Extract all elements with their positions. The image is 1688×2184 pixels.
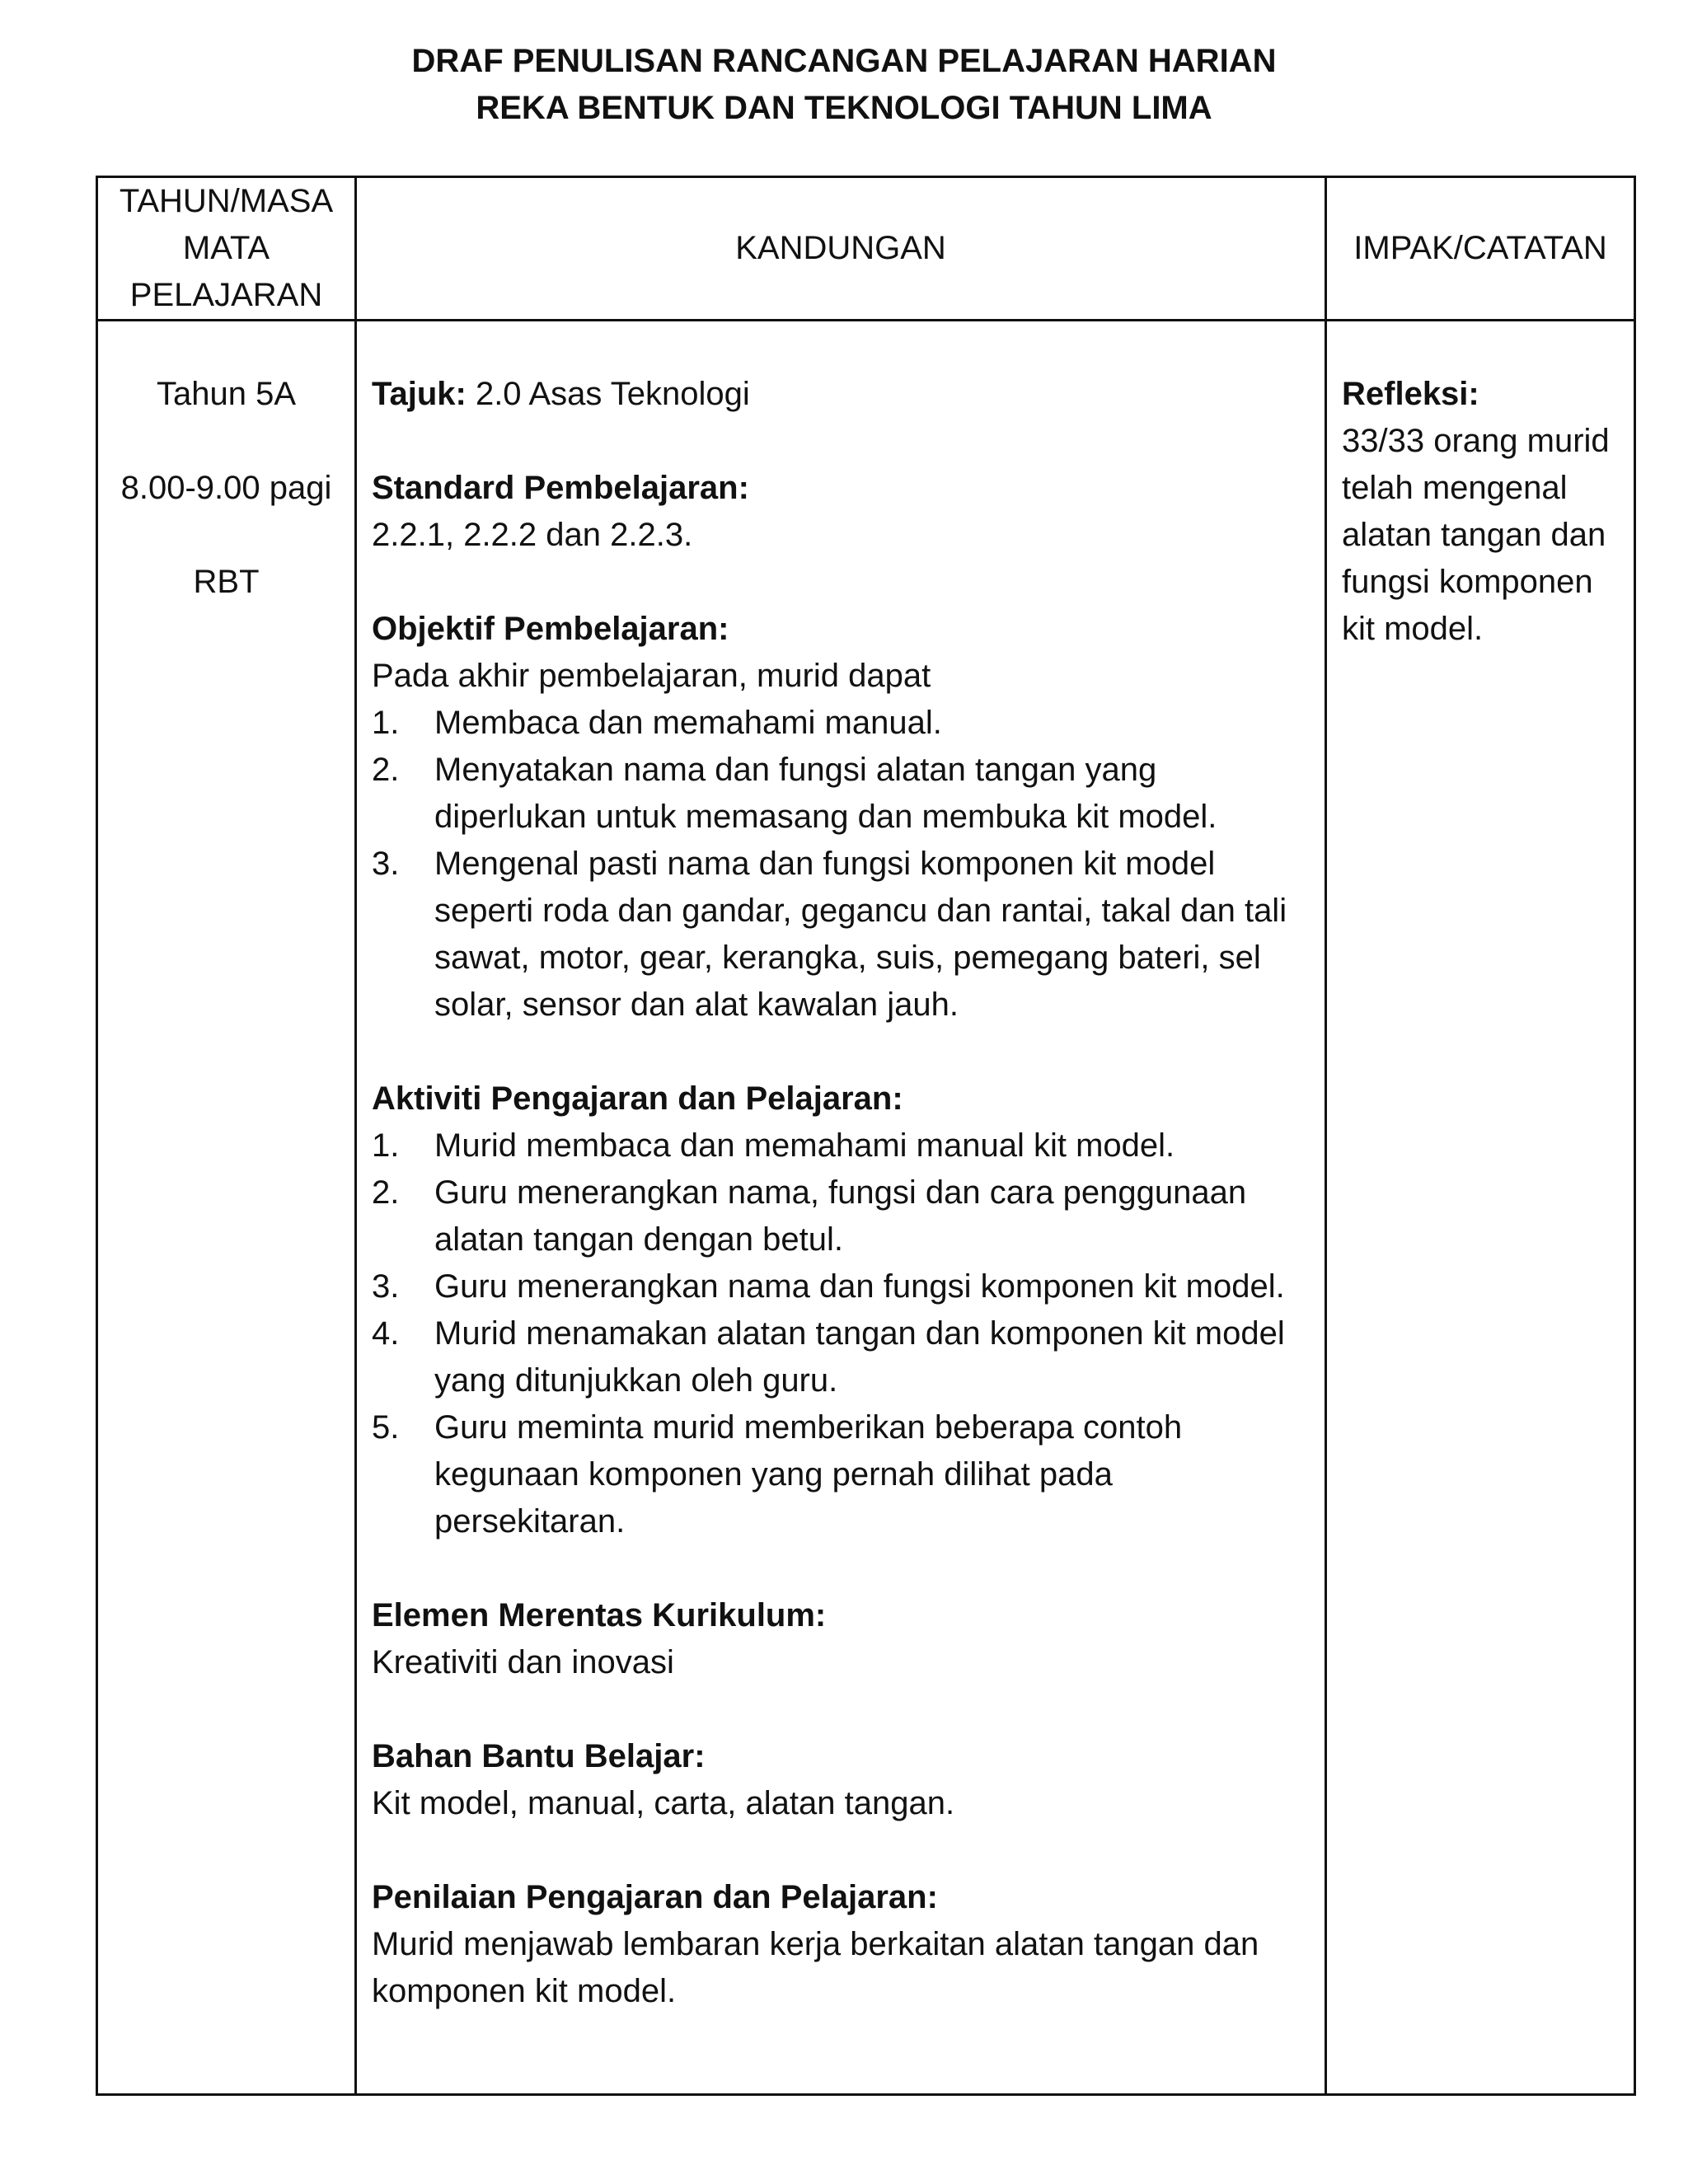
list-item-number: 3. — [372, 1268, 400, 1305]
list-item — [372, 841, 1311, 1029]
list-item — [372, 747, 1311, 841]
table-body-row — [97, 321, 1635, 2095]
standard-section — [372, 465, 1311, 559]
aktiviti-section — [372, 1076, 1311, 1545]
list-item-text: Guru meminta murid memberikan beberapa contoh kegunaan komponen yang pernah dilihat pada persekitaran. — [434, 1409, 1183, 1540]
impak-cell — [1326, 321, 1635, 2095]
objektif-intro: Pada akhir pembelajaran, murid dapat — [372, 658, 931, 694]
list-item-number: 3. — [372, 846, 400, 882]
header-kandungan — [356, 177, 1326, 321]
subject-label: RBT — [193, 564, 260, 600]
list-item-text: Menyatakan nama dan fungsi alatan tangan yang diperlukan untuk memasang dan membuka kit model. — [434, 752, 1217, 835]
list-item-number: 2. — [372, 752, 400, 788]
header-impak-catatan-label: IMPAK/CATATAN — [1353, 230, 1607, 266]
objektif-section — [372, 606, 1311, 1029]
bbb-label: Bahan Bantu Belajar: — [372, 1738, 706, 1774]
objektif-list — [372, 700, 1311, 1029]
list-item-text: Guru menerangkan nama, fungsi dan cara penggunaan alatan tangan dengan betul. — [434, 1174, 1247, 1258]
list-item-text: Murid membaca dan memahami manual kit model. — [434, 1127, 1175, 1164]
list-item — [372, 1122, 1311, 1169]
tajuk-section — [372, 371, 1311, 418]
tajuk-label: Tajuk: — [372, 376, 467, 412]
standard-value: 2.2.1, 2.2.2 dan 2.2.3. — [372, 517, 693, 553]
list-item-number: 1. — [372, 1127, 400, 1164]
penilaian-value: Murid menjawab lembaran kerja berkaitan alatan tangan dan komponen kit model. — [372, 1926, 1259, 2009]
emk-label: Elemen Merentas Kurikulum: — [372, 1597, 827, 1633]
list-item — [372, 1263, 1311, 1310]
list-item-number: 2. — [372, 1174, 400, 1211]
list-item — [372, 1169, 1311, 1263]
header-impak-catatan — [1326, 177, 1635, 321]
list-item-text: Murid menamakan alatan tangan dan komponen kit model yang ditunjukkan oleh guru. — [434, 1315, 1285, 1399]
kandungan-cell — [356, 321, 1326, 2095]
aktiviti-label: Aktiviti Pengajaran dan Pelajaran: — [372, 1080, 903, 1117]
refleksi-text: 33/33 orang murid telah mengenal alatan tangan dan fungsi komponen kit model. — [1342, 423, 1610, 647]
header-kandungan-label: KANDUNGAN — [735, 230, 946, 266]
list-item — [372, 1404, 1311, 1545]
aktiviti-list — [372, 1122, 1311, 1545]
list-item — [372, 700, 1311, 747]
list-item-text: Membaca dan memahami manual. — [434, 705, 942, 741]
class-label: Tahun 5A — [156, 376, 297, 412]
list-item-number: 1. — [372, 705, 400, 741]
bbb-section — [372, 1733, 1311, 1827]
header-tahun-masa — [97, 177, 356, 321]
table-header-row — [97, 177, 1635, 321]
lesson-plan-table — [96, 176, 1636, 2096]
penilaian-section — [372, 1874, 1311, 2015]
list-item-number: 4. — [372, 1315, 400, 1352]
list-item-number: 5. — [372, 1409, 400, 1446]
list-item-text: Guru menerangkan nama dan fungsi komponen kit model. — [434, 1268, 1285, 1305]
tajuk-value: 2.0 Asas Teknologi — [466, 376, 750, 412]
emk-value: Kreativiti dan inovasi — [372, 1644, 674, 1680]
header-tahun-masa-label: TAHUN/MASA MATA PELAJARAN — [119, 183, 334, 313]
penilaian-label: Penilaian Pengajaran dan Pelajaran: — [372, 1879, 938, 1915]
document-title-line1: DRAF PENULISAN RANCANGAN PELAJARAN HARIAN — [411, 43, 1277, 79]
list-item — [372, 1310, 1311, 1404]
document-title-line2: REKA BENTUK DAN TEKNOLOGI TAHUN LIMA — [476, 90, 1212, 126]
refleksi-label: Refleksi: — [1342, 376, 1479, 412]
standard-label: Standard Pembelajaran: — [372, 470, 749, 506]
emk-section — [372, 1592, 1311, 1686]
time-label: 8.00-9.00 pagi — [120, 470, 332, 506]
tahun-masa-cell — [97, 321, 356, 2095]
objektif-label: Objektif Pembelajaran: — [372, 611, 729, 647]
bbb-value: Kit model, manual, carta, alatan tangan. — [372, 1785, 955, 1821]
list-item-text: Mengenal pasti nama dan fungsi komponen kit model seperti roda dan gandar, gegancu dan rantai, takal dan tali sawat, motor, gear, kerangka, suis, pemegang bateri, sel solar, sensor dan alat kawalan jauh. — [434, 846, 1287, 1023]
